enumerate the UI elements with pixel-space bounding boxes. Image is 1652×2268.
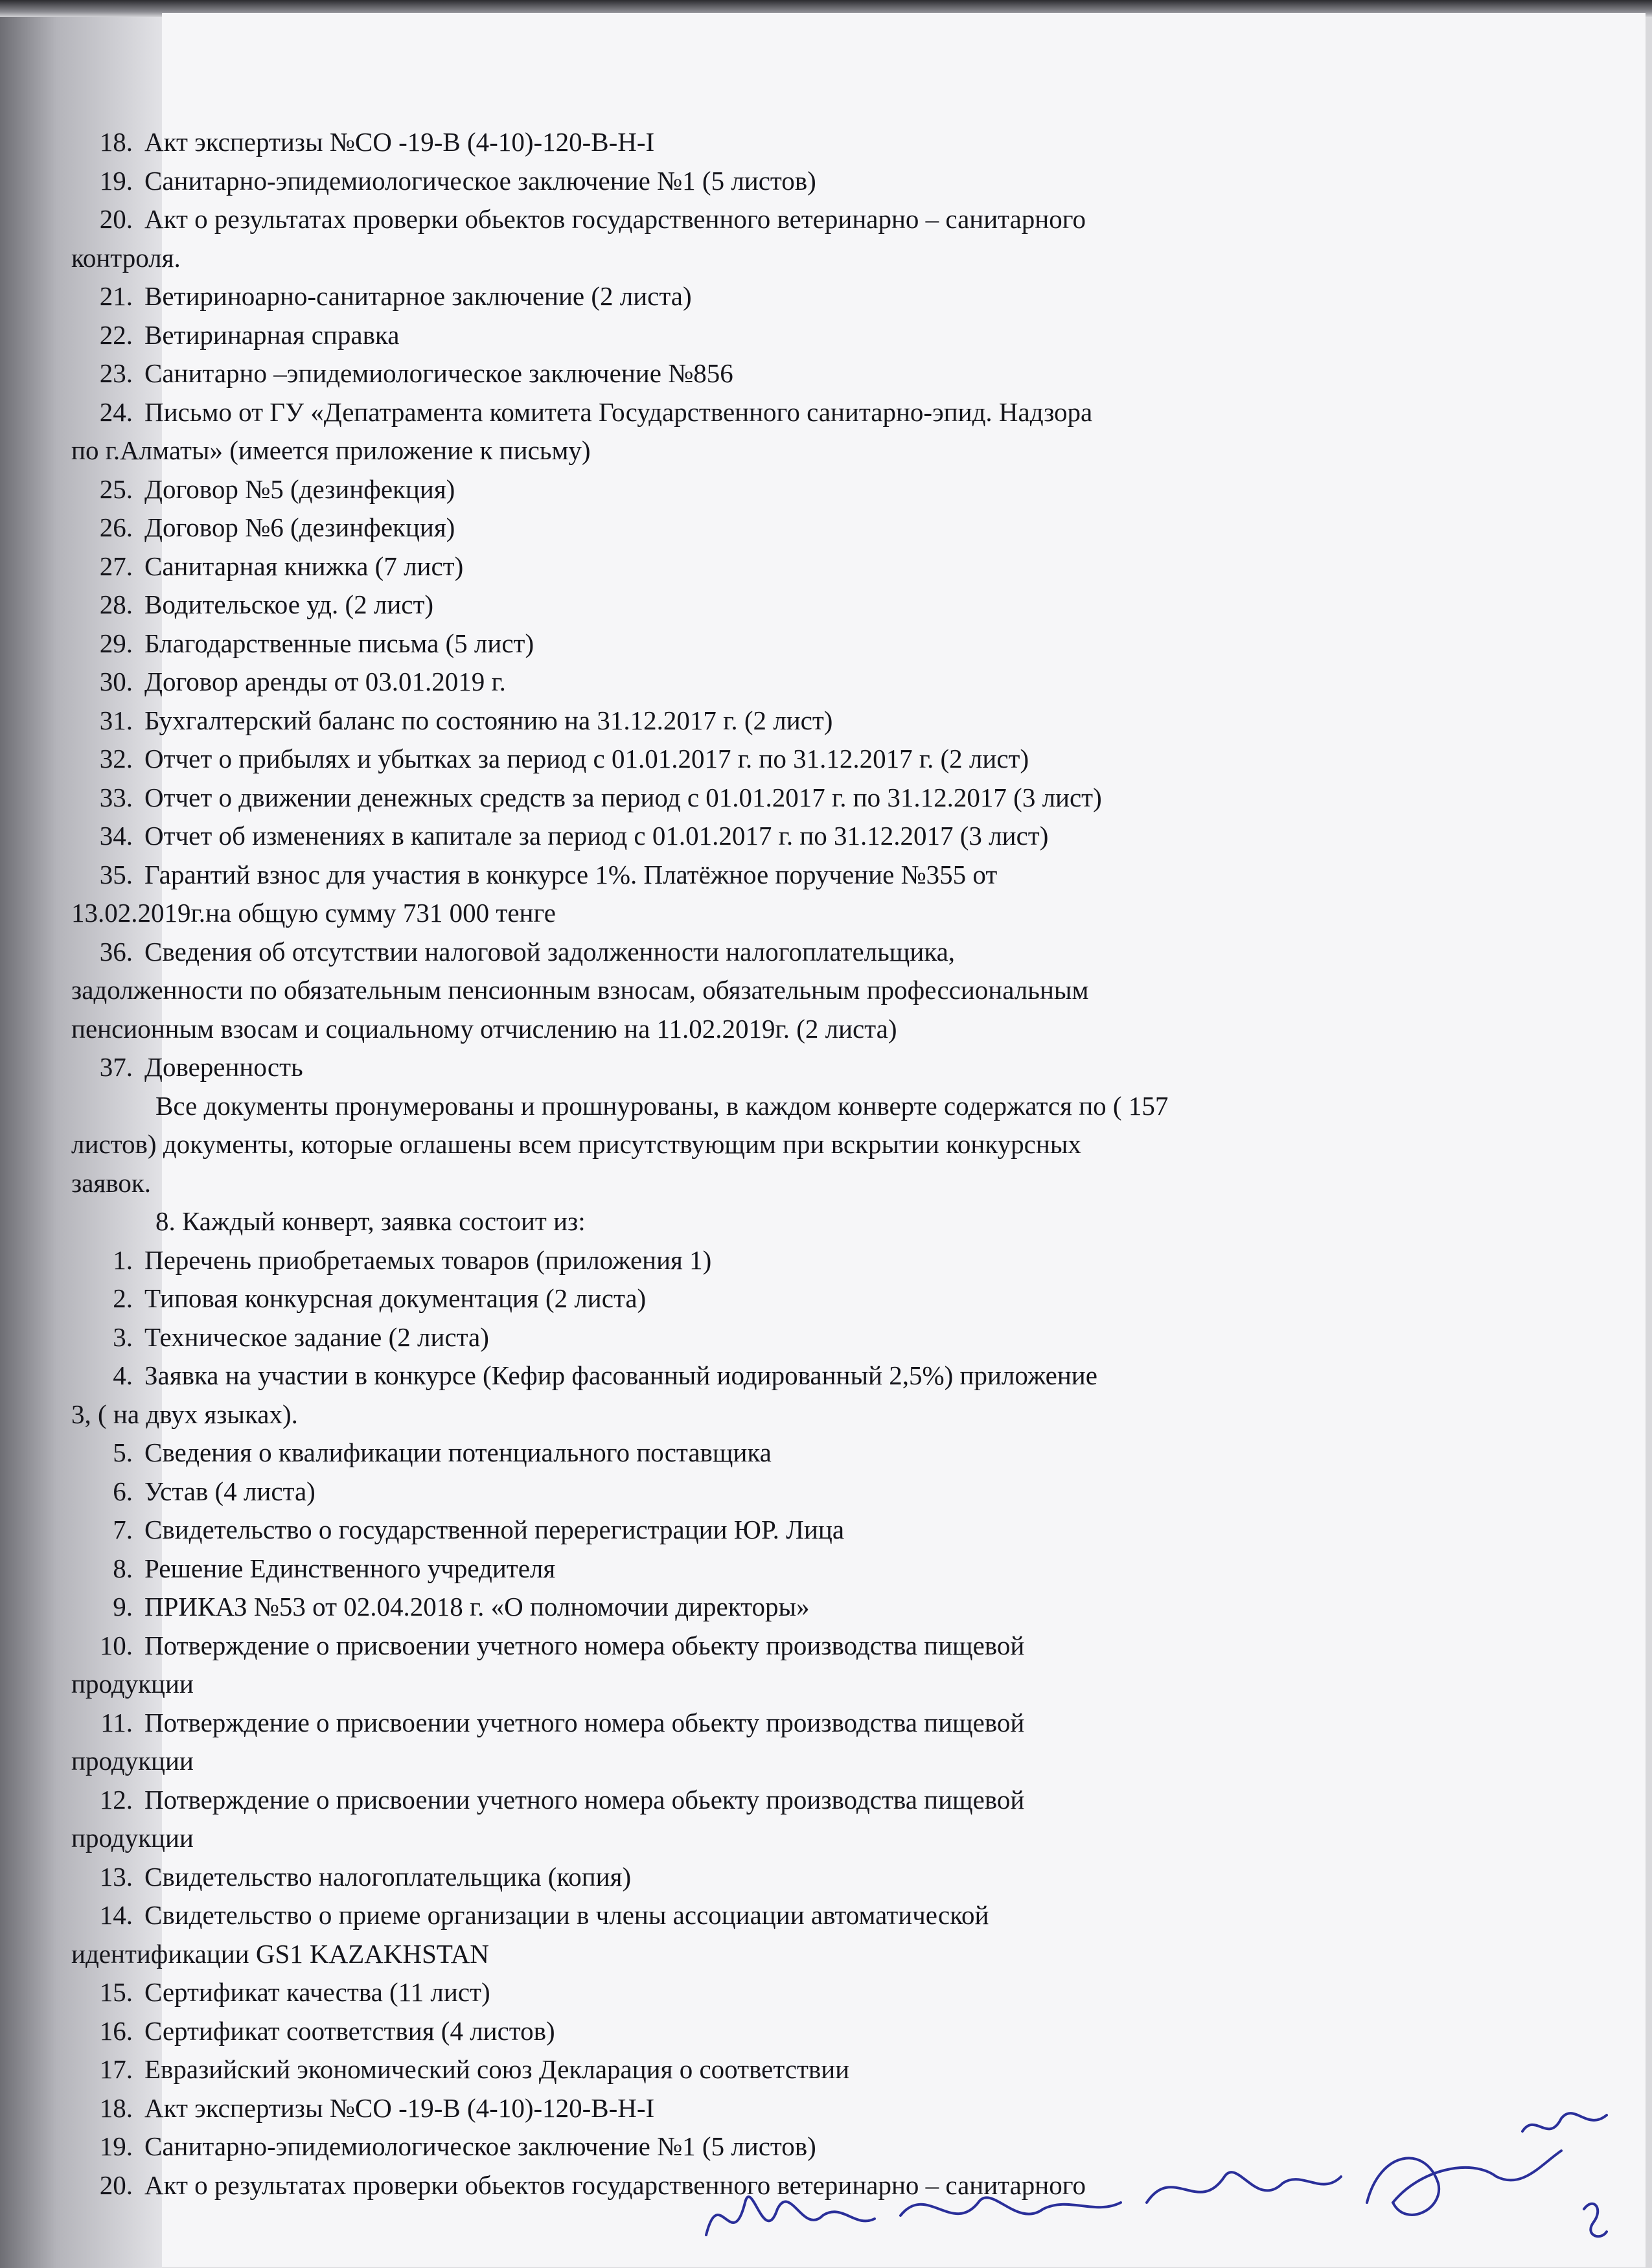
- list-item: 7. Свидетельство о государственной перерегистрации ЮР. Лица: [113, 1515, 845, 1544]
- item-list-1: [71, 123, 1419, 1087]
- list-item: 26. Договор №6 (дезинфекция): [99, 512, 455, 542]
- section-heading: 8. Каждый конверт, заявка состоит из:: [155, 1206, 586, 1236]
- list-item: 1. Перечень приобретаемых товаров (приложения 1): [113, 1244, 712, 1275]
- list-item: 16. Сертификат соответствия (4 листов): [99, 2015, 555, 2046]
- list-item-continuation: контроля.: [71, 242, 181, 273]
- list-item: 20. Акт о результатах проверки обьектов государственного ветеринарно – санитарного: [99, 204, 1086, 234]
- list-item: 31. Бухгалтерский баланс по состоянию на 31.12.2017 г. (2 лист): [99, 705, 833, 735]
- list-item: 30. Договор аренды от 03.01.2019 г.: [99, 667, 506, 696]
- list-item: 27. Санитарная книжка (7 лист): [99, 551, 464, 581]
- signature-5: [1522, 2113, 1607, 2131]
- list-item: 19. Санитарно-эпидемиологическое заключение №1 (5 листов): [99, 2131, 816, 2161]
- list-item: 11. Потверждение о присвоении учетного номера обьекту производства пищевой: [100, 1707, 1025, 1737]
- list-item: 29. Благодарственные письма (5 лист): [99, 628, 534, 658]
- list-item: 6. Устав (4 листа): [113, 1476, 315, 1506]
- signature-2: [901, 2197, 1121, 2216]
- item-list-2: [71, 1241, 1419, 2205]
- document-body: [71, 123, 1419, 2205]
- summary-line: заявок.: [71, 1167, 151, 1198]
- list-item-continuation: продукции: [71, 1823, 194, 1853]
- list-item: 20. Акт о результатах проверки обьектов государственного ветеринарно – санитарного: [99, 2170, 1086, 2200]
- list-item-continuation: пенсионным взосам и социальному отчислению на 11.02.2019г. (2 листа): [71, 1013, 897, 1044]
- list-item: 28. Водительское уд. (2 лист): [99, 590, 434, 619]
- list-item: 12. Потверждение о присвоении учетного номера обьекту производства пищевой: [99, 1784, 1025, 1815]
- list-item: 18. Акт экспертизы №СО -19-В (4-10)-120-В-Н-I: [99, 2092, 655, 2123]
- list-item: 18. Акт экспертизы №СО -19-В (4-10)-120-В-Н-I: [99, 127, 655, 157]
- list-item: 22. Ветиринарная справка: [99, 319, 400, 350]
- list-item: 17. Евразийский экономический союз Декларация о соответствии: [99, 2054, 850, 2084]
- list-item: 4. Заявка на участии в конкурсе (Кефир фасованный иодированный 2,5%) приложение: [113, 1360, 1097, 1390]
- list-item: 19. Санитарно-эпидемиологическое заключение №1 (5 листов): [99, 165, 816, 196]
- summary-line: листов) документы, которые оглашены всем присутствующим при вскрытии конкурсных: [71, 1129, 1081, 1159]
- list-item: 3. Техническое задание (2 листа): [113, 1322, 489, 1352]
- list-item: 21. Ветириноарно-санитарное заключение (2 листа): [99, 281, 692, 311]
- list-item-continuation: продукции: [71, 1669, 194, 1699]
- list-item-continuation: 13.02.2019г.на общую сумму 731 000 тенге: [71, 898, 556, 928]
- list-item: 33. Отчет о движении денежных средств за период с 01.01.2017 г. по 31.12.2017 (3 лист): [99, 782, 1102, 812]
- list-item-continuation: идентификации GS1 KAZAKHSTAN: [71, 1938, 489, 1969]
- list-item: 35. Гарантий взнос для участия в конкурсе 1%. Платёжное поручение №355 от: [99, 859, 998, 889]
- list-item: 25. Договор №5 (дезинфекция): [99, 474, 455, 504]
- list-item: 2. Типовая конкурсная документация (2 листа): [113, 1283, 647, 1313]
- list-item: 14. Свидетельство о приеме организации в члены ассоциации автоматической: [99, 1900, 989, 1930]
- list-item-continuation: 3, ( на двух языках).: [71, 1399, 298, 1429]
- list-item: 34. Отчет об изменениях в капитале за период с 01.01.2017 г. по 31.12.2017 (3 лист): [99, 821, 1049, 851]
- signature-4: [1367, 2151, 1561, 2215]
- signature-strokes: [680, 2105, 1620, 2254]
- page-mark: [1584, 2204, 1607, 2237]
- list-item: 10. Потверждение о присвоении учетного номера обьекту производства пищевой: [99, 1630, 1025, 1660]
- list-item: 8. Решение Единственного учредителя: [113, 1553, 556, 1583]
- signature-1: [706, 2197, 875, 2235]
- list-item-continuation: задолженности по обязательным пенсионным взносам, обязательным профессиональным: [71, 975, 1089, 1005]
- list-item: 36. Сведения об отсутствии налоговой задолженности налогоплательщика,: [99, 936, 956, 967]
- signature-3: [1147, 2172, 1341, 2203]
- list-item: 37. Доверенность: [99, 1052, 303, 1082]
- list-item: 15. Сертификат качества (11 лист): [99, 1977, 490, 2007]
- list-item: 32. Отчет о прибылях и убытках за период с 01.01.2017 г. по 31.12.2017 г. (2 лист): [99, 744, 1029, 773]
- list-item: 23. Санитарно –эпидемиологическое заключение №856: [99, 358, 733, 388]
- list-item: 5. Сведения о квалификации потенциального поставщика: [113, 1438, 772, 1467]
- list-item: 24. Письмо от ГУ «Депатрамента комитета Государственного санитарно-эпид. Надзора: [99, 396, 1093, 427]
- list-item-continuation: по г.Алматы» (имеется приложение к письму): [71, 435, 591, 465]
- list-item: 9. ПРИКАЗ №53 от 02.04.2018 г. «О полномочии директоры»: [113, 1592, 810, 1621]
- signatures: [680, 2105, 1620, 2254]
- summary-line: Все документы пронумерованы и прошнурованы, в каждом конверте содержатся по ( 157: [155, 1090, 1169, 1121]
- list-item-continuation: продукции: [71, 1746, 194, 1776]
- list-item: 13. Свидетельство налогоплательщика (копия): [99, 1861, 632, 1892]
